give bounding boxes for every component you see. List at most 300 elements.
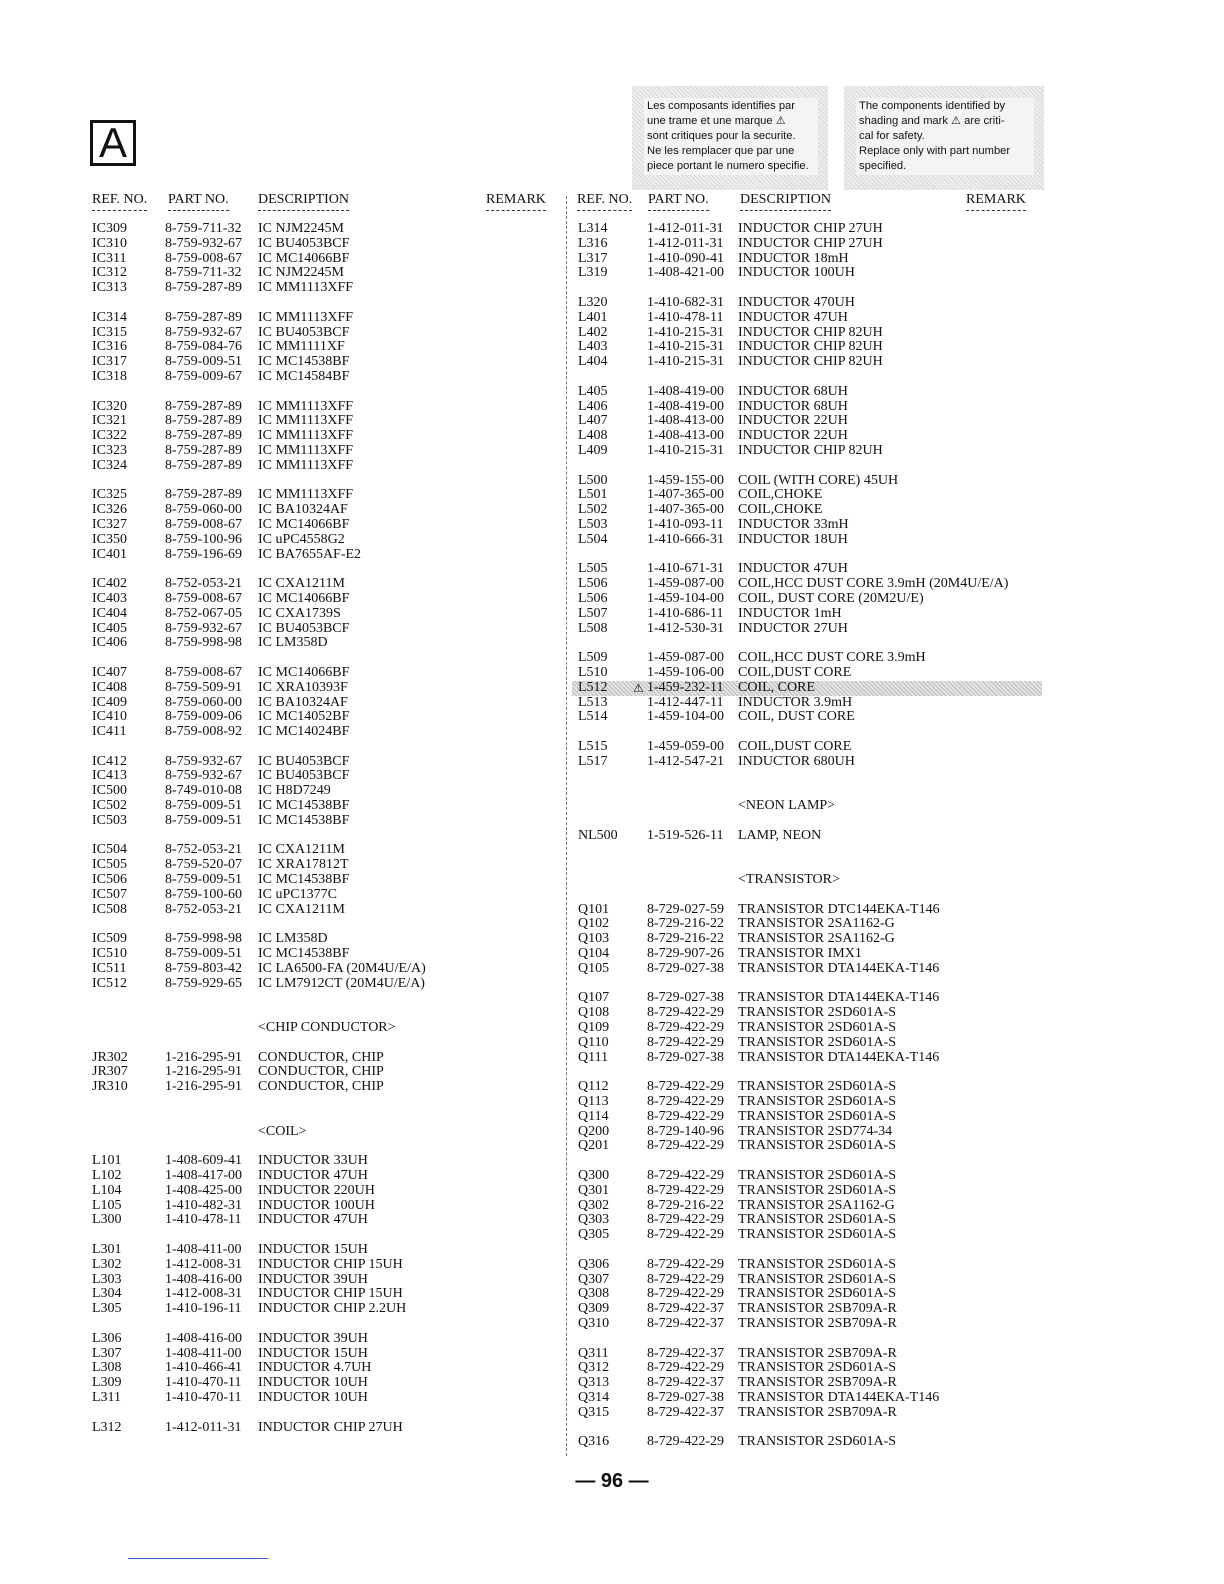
table-row [0, 222, 1224, 237]
part-no: 1-408-416-00 [165, 1271, 242, 1287]
description: IC BU4053BCF [258, 324, 350, 340]
ref-no: L303 [92, 1271, 122, 1287]
part-no: 8-729-027-38 [647, 1389, 724, 1405]
description: INDUCTOR CHIP 27UH [738, 235, 883, 251]
table-row [0, 1391, 1224, 1406]
spacer [0, 459, 1224, 474]
part-no: 8-759-008-67 [165, 516, 242, 532]
description: IC XRA17812T [258, 857, 349, 873]
table-row [0, 1228, 1224, 1243]
ref-no: Q310 [578, 1315, 610, 1331]
table-row [0, 903, 1224, 918]
part-no: 1-408-411-00 [165, 1345, 242, 1361]
ref-no: IC402 [92, 576, 127, 592]
ref-no: L307 [92, 1345, 122, 1361]
description: IC BU4053BCF [258, 768, 350, 784]
ref-no: IC502 [92, 798, 127, 814]
ref-no: L317 [578, 250, 608, 266]
description: TRANSISTOR DTA144EKA-T146 [738, 1049, 940, 1065]
description: IC MC14052BF [258, 709, 350, 725]
table-row [0, 1347, 1224, 1362]
part-no: 1-410-671-31 [647, 561, 724, 577]
note-line: une trame et une marque ⚠ [647, 115, 786, 127]
part-no: 1-412-008-31 [165, 1286, 242, 1302]
table-row [0, 1080, 1224, 1095]
ref-no: L517 [578, 753, 608, 769]
table-row [0, 1435, 1224, 1450]
ref-no: IC320 [92, 398, 127, 414]
table-row [0, 1036, 1224, 1051]
ref-no: L508 [578, 620, 608, 636]
part-no: 1-410-090-41 [647, 250, 724, 266]
ref-no: Q105 [578, 960, 610, 976]
ref-no: IC500 [92, 783, 127, 799]
spacer [0, 1243, 1224, 1258]
part-no: 8-729-027-38 [647, 960, 724, 976]
description: TRANSISTOR 2SB709A-R [738, 1301, 897, 1317]
part-no: 8-729-422-37 [647, 1345, 724, 1361]
part-no: 8-759-998-98 [165, 635, 242, 651]
description: IC LM358D [258, 931, 328, 947]
part-no: 8-759-008-67 [165, 664, 242, 680]
table-row [0, 326, 1224, 341]
page-number: — 96 — [575, 1470, 649, 1492]
part-no: 8-752-053-21 [165, 842, 242, 858]
spacer [0, 281, 1224, 296]
ref-no: IC321 [92, 413, 127, 429]
part-no: 8-759-008-67 [165, 590, 242, 606]
part-no: 1-410-686-11 [647, 605, 724, 621]
part-no: 1-412-011-31 [165, 1419, 242, 1435]
table-row [0, 577, 1224, 592]
ref-no: L407 [578, 413, 608, 429]
description: COIL, DUST CORE [738, 709, 855, 725]
table-row [0, 696, 1224, 711]
ref-no: Q113 [578, 1094, 609, 1110]
part-no: 1-410-466-41 [165, 1360, 242, 1376]
description-header: DESCRIPTION [740, 192, 831, 211]
description: CONDUCTOR, CHIP [258, 1064, 384, 1080]
description: INDUCTOR 15UH [258, 1241, 368, 1257]
ref-no: Q316 [578, 1434, 610, 1450]
ref-no: Q200 [578, 1123, 610, 1139]
part-no: 8-729-422-29 [647, 1227, 724, 1243]
table-row [0, 562, 1224, 577]
description: COIL,DUST CORE [738, 664, 852, 680]
ref-no: L514 [578, 709, 608, 725]
spacer [0, 370, 1224, 385]
ref-no: IC324 [92, 457, 127, 473]
part-no: 8-729-027-38 [647, 990, 724, 1006]
ref-no: IC407 [92, 664, 127, 680]
table-row [0, 1184, 1224, 1199]
section-title: <TRANSISTOR> [738, 872, 840, 888]
part-no: 8-729-422-29 [647, 1286, 724, 1302]
description: TRANSISTOR IMX1 [738, 946, 862, 962]
part-no: 1-408-609-41 [165, 1153, 242, 1169]
description: TRANSISTOR 2SD601A-S [738, 1182, 897, 1198]
ref-no: L510 [578, 664, 608, 680]
ref-no: IC326 [92, 502, 127, 518]
table-row [0, 1376, 1224, 1391]
spacer [0, 1332, 1224, 1347]
description: INDUCTOR 22UH [738, 428, 848, 444]
description: TRANSISTOR 2SD601A-S [738, 1020, 897, 1036]
description: IC LA6500-FA (20M4U/E/A) [258, 960, 426, 976]
part-no: 8-759-100-96 [165, 531, 242, 547]
table-row [0, 1006, 1224, 1021]
description: TRANSISTOR DTA144EKA-T146 [738, 1389, 940, 1405]
ref-no: IC412 [92, 753, 127, 769]
description: INDUCTOR 47UH [738, 309, 848, 325]
part-no: 8-759-287-89 [165, 309, 242, 325]
ref-no: IC318 [92, 368, 127, 384]
ref-no: Q107 [578, 990, 610, 1006]
ref-no: L102 [92, 1168, 122, 1183]
ref-no: L105 [92, 1197, 122, 1213]
ref-no: Q311 [578, 1345, 609, 1361]
ref-no: IC314 [92, 309, 127, 325]
ref-no: IC505 [92, 857, 127, 873]
table-row [0, 991, 1224, 1006]
ref-no: L309 [92, 1375, 122, 1391]
spacer [0, 1065, 1224, 1080]
note-line: Les composants identifies par [647, 100, 796, 112]
part-no: 1-459-104-00 [647, 709, 724, 725]
part-no: 8-759-711-32 [165, 221, 242, 236]
description: INDUCTOR 68UH [738, 383, 848, 399]
remark-header: REMARK [486, 192, 546, 211]
table-row [0, 962, 1224, 977]
section-title: <NEON LAMP> [738, 798, 836, 814]
note-line: shading and mark ⚠ are criti- [859, 115, 1005, 127]
description: INDUCTOR 33UH [258, 1153, 368, 1169]
part-no: 1-408-411-00 [165, 1241, 242, 1257]
ref-no: L302 [92, 1256, 122, 1272]
part-no: 8-759-084-76 [165, 339, 242, 355]
ref-no: L101 [92, 1153, 122, 1169]
description: IC MM1113XFF [258, 428, 354, 444]
description: IC uPC4558G2 [258, 531, 345, 547]
ref-no: Q315 [578, 1404, 610, 1420]
ref-no: L404 [578, 354, 608, 370]
table-row [0, 518, 1224, 533]
table-row [0, 917, 1224, 932]
spacer [0, 1154, 1224, 1169]
section-letter-box: A [90, 120, 136, 166]
part-no: 8-729-422-37 [647, 1301, 724, 1317]
description: COIL,CHOKE [738, 502, 823, 518]
spacer [0, 888, 1224, 903]
description: INDUCTOR 68UH [738, 398, 848, 414]
ref-no: IC327 [92, 516, 127, 532]
description: TRANSISTOR 2SD601A-S [738, 1212, 897, 1228]
spacer [0, 843, 1224, 858]
ref-no: Q101 [578, 901, 610, 917]
note-line: sont critiques pour la securite. [647, 130, 796, 142]
table-row [0, 666, 1224, 681]
description-header: DESCRIPTION [258, 192, 349, 211]
part-no: 1-408-417-00 [165, 1168, 242, 1183]
part-no: 1-410-666-31 [647, 531, 724, 547]
description: TRANSISTOR 2SD601A-S [738, 1256, 897, 1272]
table-row [0, 400, 1224, 415]
ref-no: IC504 [92, 842, 127, 858]
description: IC LM358D [258, 635, 328, 651]
ref-no: IC309 [92, 221, 127, 236]
spacer [0, 858, 1224, 873]
description: IC BA10324AF [258, 694, 348, 710]
table-row [0, 829, 1224, 844]
table-row [0, 1302, 1224, 1317]
part-no: 8-759-711-32 [165, 265, 242, 281]
part-no: 1-216-295-91 [165, 1064, 242, 1080]
ref-no: L300 [92, 1212, 122, 1228]
description: TRANSISTOR 2SD601A-S [738, 1034, 897, 1050]
ref-no: IC317 [92, 354, 127, 370]
part-no: 1-410-470-11 [165, 1375, 242, 1391]
description: TRANSISTOR 2SD601A-S [738, 1434, 897, 1450]
table-row [0, 237, 1224, 252]
part-no: 8-759-932-67 [165, 768, 242, 784]
part-no: 1-412-008-31 [165, 1256, 242, 1272]
part-no: 1-410-215-31 [647, 339, 724, 355]
ref-no: L502 [578, 502, 608, 518]
part-no: 8-759-009-06 [165, 709, 242, 725]
description: TRANSISTOR 2SB709A-R [738, 1315, 897, 1331]
part-no: 1-410-215-31 [647, 324, 724, 340]
description: INDUCTOR 47UH [258, 1212, 368, 1228]
description: INDUCTOR CHIP 82UH [738, 354, 883, 370]
ref-no: Q306 [578, 1256, 610, 1272]
part-no: 8-729-422-37 [647, 1315, 724, 1331]
part-no: 8-759-008-92 [165, 724, 242, 740]
table-row [0, 622, 1224, 637]
part-no: 8-729-027-38 [647, 1049, 724, 1065]
table-row [0, 1213, 1224, 1228]
part-no: 1-408-416-00 [165, 1330, 242, 1346]
table-row [0, 444, 1224, 459]
ref-no: Q308 [578, 1286, 610, 1302]
description: TRANSISTOR 2SD601A-S [738, 1360, 897, 1376]
table-row-critical [0, 681, 1224, 696]
part-no: 8-759-009-51 [165, 946, 242, 962]
description: IC MC14066BF [258, 590, 350, 606]
section-heading [0, 873, 1224, 888]
part-no: 1-216-295-91 [165, 1049, 242, 1065]
ref-no: L312 [92, 1419, 122, 1435]
ref-no: IC401 [92, 546, 127, 562]
right-parts-list [0, 222, 1224, 1450]
description: TRANSISTOR 2SA1162-G [738, 931, 895, 947]
part-no: 8-729-027-59 [647, 901, 724, 917]
ref-no: Q114 [578, 1108, 609, 1124]
description: INDUCTOR 27UH [738, 620, 848, 636]
description: IC CXA1739S [258, 605, 341, 621]
ref-no: L319 [578, 265, 608, 281]
description: CONDUCTOR, CHIP [258, 1079, 384, 1095]
remark-header: REMARK [966, 192, 1026, 211]
ref-no: L403 [578, 339, 608, 355]
part-no: 8-729-422-29 [647, 1182, 724, 1198]
description: INDUCTOR 15UH [258, 1345, 368, 1361]
description: TRANSISTOR 2SD601A-S [738, 1108, 897, 1124]
description: IC MM1113XFF [258, 280, 354, 296]
part-no: 8-759-287-89 [165, 280, 242, 296]
description: IC MM1113XFF [258, 309, 354, 325]
part-no: 1-459-104-00 [647, 590, 724, 606]
description: IC MC14584BF [258, 368, 350, 384]
description: IC H8D7249 [258, 783, 331, 799]
ref-no: Q303 [578, 1212, 610, 1228]
description: INDUCTOR 1mH [738, 605, 842, 621]
ref-no: L513 [578, 694, 608, 710]
section-heading [0, 799, 1224, 814]
ref-no: NL500 [578, 827, 618, 843]
part-no: 8-729-422-29 [647, 1079, 724, 1095]
section-title: <CHIP CONDUCTOR> [258, 1020, 396, 1036]
part-no: 1-410-482-31 [165, 1197, 242, 1213]
ref-no: IC322 [92, 428, 127, 444]
part-no: 8-759-998-98 [165, 931, 242, 947]
description: IC BU4053BCF [258, 235, 350, 251]
ref-no: Q307 [578, 1271, 610, 1287]
part-no-header: PART NO. [648, 192, 709, 211]
part-no: 8-729-216-22 [647, 916, 724, 932]
ref-no: L320 [578, 294, 608, 310]
ref-no: Q302 [578, 1197, 610, 1213]
spacer [0, 1421, 1224, 1436]
ref-no: L308 [92, 1360, 122, 1376]
ref-no: Q112 [578, 1079, 609, 1095]
description: IC MC14538BF [258, 946, 350, 962]
table-row [0, 1139, 1224, 1154]
part-no: 1-459-087-00 [647, 650, 724, 666]
description: TRANSISTOR 2SA1162-G [738, 916, 895, 932]
ref-no: IC510 [92, 946, 127, 962]
part-no: 1-459-059-00 [647, 738, 724, 754]
description: INDUCTOR 39UH [258, 1330, 368, 1346]
table-row [0, 1258, 1224, 1273]
table-row [0, 1125, 1224, 1140]
part-no: 8-759-509-91 [165, 679, 242, 695]
note-line: Ne les remplacer que par une [647, 145, 795, 157]
part-no: 8-759-287-89 [165, 428, 242, 444]
ref-no: L306 [92, 1330, 122, 1346]
part-no: 8-729-216-22 [647, 931, 724, 947]
part-no: 8-729-216-22 [647, 1197, 724, 1213]
description: INDUCTOR CHIP 82UH [738, 442, 883, 458]
table-row [0, 266, 1224, 281]
table-row [0, 429, 1224, 444]
description: TRANSISTOR DTA144EKA-T146 [738, 990, 940, 1006]
description: TRANSISTOR 2SB709A-R [738, 1345, 897, 1361]
table-row [0, 1406, 1224, 1421]
ref-no: IC409 [92, 694, 127, 710]
part-no: 8-729-422-29 [647, 1256, 724, 1272]
part-no: 1-459-232-11 [647, 679, 724, 695]
description: CONDUCTOR, CHIP [258, 1049, 384, 1065]
part-no: 1-412-530-31 [647, 620, 724, 636]
part-no: 8-759-932-67 [165, 620, 242, 636]
description: COIL,HCC DUST CORE 3.9mH (20M4U/E/A) [738, 576, 1009, 592]
ref-no: Q309 [578, 1301, 610, 1317]
description: IC MC14538BF [258, 354, 350, 370]
description: TRANSISTOR 2SD601A-S [738, 1286, 897, 1302]
ref-no: IC406 [92, 635, 127, 651]
part-no: 1-412-547-21 [647, 753, 724, 769]
footer-line [128, 1558, 268, 1559]
description: INDUCTOR 18UH [738, 531, 848, 547]
table-row [0, 488, 1224, 503]
description: IC MM1113XFF [258, 398, 354, 414]
part-no: 1-407-365-00 [647, 502, 724, 518]
ref-no: L311 [92, 1389, 122, 1405]
table-row [0, 1361, 1224, 1376]
note-line: specified. [859, 160, 907, 172]
ref-no: IC312 [92, 265, 127, 281]
part-no: 8-759-287-89 [165, 413, 242, 429]
description: IC CXA1211M [258, 576, 345, 592]
description: INDUCTOR 470UH [738, 294, 855, 310]
description: IC CXA1211M [258, 842, 345, 858]
description: IC NJM2245M [258, 265, 344, 281]
ref-no: L501 [578, 487, 608, 503]
ref-no: IC507 [92, 886, 127, 902]
description: TRANSISTOR DTC144EKA-T146 [738, 901, 940, 917]
ref-no: Q301 [578, 1182, 610, 1198]
ref-no: L509 [578, 650, 608, 666]
note-line: piece portant le numero specifie. [647, 160, 809, 172]
ref-no: Q201 [578, 1138, 610, 1154]
table-row [0, 533, 1224, 548]
part-no: 1-412-011-31 [647, 235, 724, 251]
part-no: 8-759-008-67 [165, 250, 242, 266]
part-no: 1-410-470-11 [165, 1389, 242, 1405]
ref-no: IC404 [92, 605, 127, 621]
ref-no-header: REF. NO. [577, 192, 632, 211]
part-no: 8-759-009-51 [165, 354, 242, 370]
description: IC MC14538BF [258, 798, 350, 814]
ref-no: IC350 [92, 531, 127, 547]
ref-no: IC508 [92, 901, 127, 917]
ref-no: L405 [578, 383, 608, 399]
description: INDUCTOR 3.9mH [738, 694, 853, 710]
description: IC MM1113XFF [258, 457, 354, 473]
ref-no: JR302 [92, 1049, 128, 1065]
part-no: 8-759-287-89 [165, 442, 242, 458]
part-no: 8-729-422-29 [647, 1271, 724, 1287]
spacer [0, 725, 1224, 740]
ref-no: L406 [578, 398, 608, 414]
part-no: 1-408-413-00 [647, 428, 724, 444]
part-no: 1-459-155-00 [647, 472, 724, 488]
description: INDUCTOR 18mH [738, 250, 849, 266]
safety-note-english [844, 86, 1044, 190]
description: IC MC14066BF [258, 664, 350, 680]
description: COIL, CORE [738, 679, 815, 695]
table-row [0, 1273, 1224, 1288]
ref-no: L304 [92, 1286, 122, 1302]
table-row [0, 252, 1224, 267]
ref-no: IC310 [92, 235, 127, 251]
description: IC BA10324AF [258, 502, 348, 518]
part-no: 1-519-526-11 [647, 827, 724, 843]
table-row [0, 1317, 1224, 1332]
description: TRANSISTOR 2SA1162-G [738, 1197, 895, 1213]
note-line: The components identified by [859, 100, 1006, 112]
part-no: 8-752-053-21 [165, 901, 242, 917]
